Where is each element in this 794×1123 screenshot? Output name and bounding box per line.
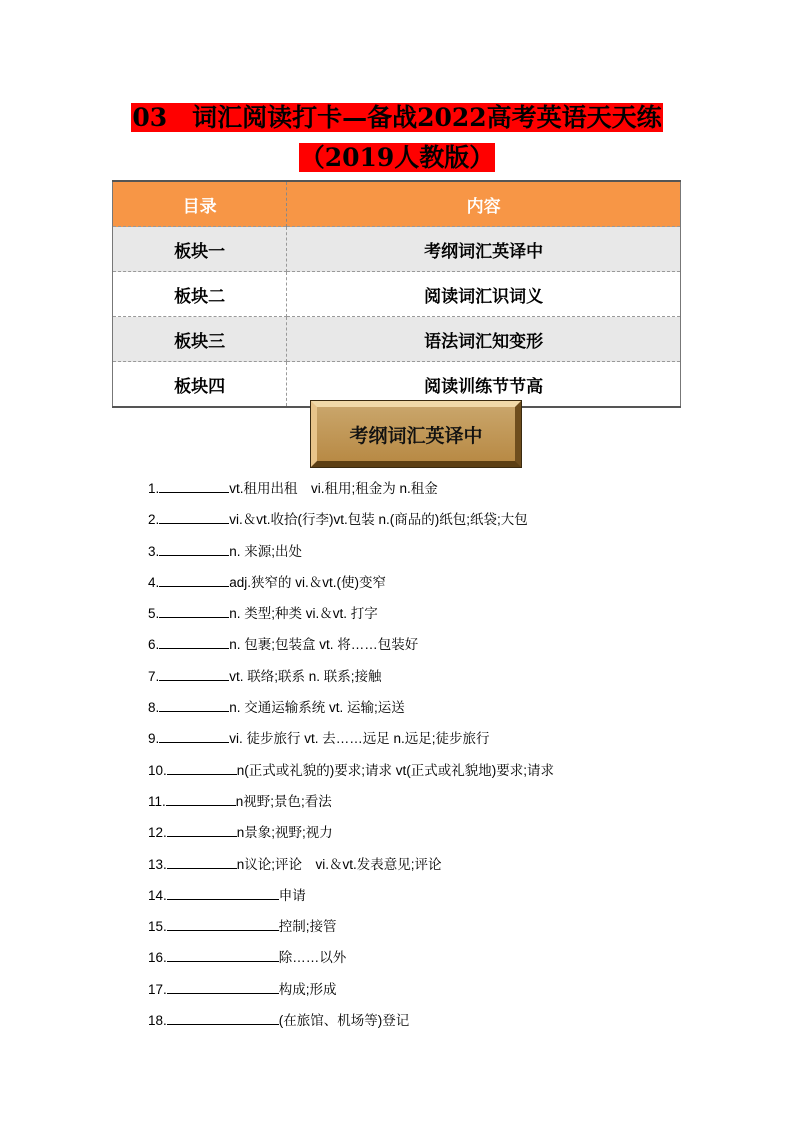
answer-blank[interactable] <box>159 634 229 649</box>
list-item <box>148 473 708 504</box>
answer-blank[interactable] <box>167 854 237 869</box>
list-item <box>148 942 708 973</box>
item-number: 8. <box>148 700 160 716</box>
item-definition: vi.＆vt.收拾(行李)vt.包装 n.(商品的)纸包;纸袋;大包 <box>229 512 528 528</box>
section-label: 板块三 <box>113 317 287 362</box>
answer-blank[interactable] <box>159 478 229 493</box>
section-heading-badge: 考纲词汇英译中 <box>311 401 521 467</box>
item-number: 12. <box>148 825 167 841</box>
item-number: 6. <box>148 637 160 653</box>
item-number: 5. <box>148 606 160 622</box>
section-label: 板块一 <box>113 227 287 272</box>
list-item <box>148 598 708 629</box>
list-item <box>148 880 708 911</box>
list-item <box>148 817 708 848</box>
item-number: 18. <box>148 1013 167 1029</box>
answer-blank[interactable] <box>159 509 229 524</box>
answer-blank[interactable] <box>159 666 229 681</box>
item-number: 2. <box>148 512 160 528</box>
answer-blank[interactable] <box>167 822 237 837</box>
list-item <box>148 504 708 535</box>
item-definition: n. 来源;出处 <box>229 543 303 559</box>
list-item <box>148 723 708 754</box>
column-header-directory: 目录 <box>113 181 287 227</box>
item-number: 7. <box>148 668 160 684</box>
answer-blank[interactable] <box>167 979 279 994</box>
item-number: 13. <box>148 856 167 872</box>
answer-blank[interactable] <box>167 1010 279 1025</box>
answer-blank[interactable] <box>167 885 279 900</box>
vocabulary-list <box>148 473 708 1036</box>
answer-blank[interactable] <box>159 697 229 712</box>
column-header-content: 内容 <box>287 181 681 227</box>
list-item <box>148 536 708 567</box>
answer-blank[interactable] <box>159 603 229 618</box>
page-title <box>0 103 794 133</box>
list-item <box>148 786 708 817</box>
contents-row <box>113 227 681 272</box>
page-title-line-2: （2019人教版） <box>299 143 495 172</box>
item-definition: n(正式或礼貌的)要求;请求 vt(正式或礼貌地)要求;请求 <box>236 762 555 778</box>
list-item <box>148 755 708 786</box>
page-subtitle <box>0 143 794 173</box>
item-definition: 控制;接管 <box>278 919 337 935</box>
answer-blank[interactable] <box>159 728 229 743</box>
item-number: 11. <box>148 793 166 809</box>
item-definition: (在旅馆、机场等)登记 <box>278 1013 410 1029</box>
item-definition: vt. 联络;联系 n. 联系;接触 <box>229 668 382 684</box>
section-content: 语法词汇知变形 <box>287 317 681 362</box>
item-number: 4. <box>148 574 160 590</box>
item-definition: n. 包裹;包装盒 vt. 将……包装好 <box>229 637 419 653</box>
answer-blank[interactable] <box>159 572 229 587</box>
list-item <box>148 567 708 598</box>
item-number: 1. <box>148 481 160 496</box>
item-definition: 申请 <box>278 887 306 903</box>
item-definition: n. 交通运输系统 vt. 运输;运送 <box>229 700 405 716</box>
answer-blank[interactable] <box>159 541 229 556</box>
answer-blank[interactable] <box>166 791 236 806</box>
list-item <box>148 849 708 880</box>
item-definition: vi. 徒步旅行 vt. 去……远足 n.远足;徒步旅行 <box>229 731 490 747</box>
answer-blank[interactable] <box>167 760 237 775</box>
item-number: 14. <box>148 887 167 903</box>
item-definition: 构成;形成 <box>278 981 337 997</box>
answer-blank[interactable] <box>167 947 279 962</box>
list-item <box>148 911 708 942</box>
section-content: 阅读词汇识词义 <box>287 272 681 317</box>
contents-header-row <box>113 181 681 227</box>
item-definition: adj.狭窄的 vi.＆vt.(使)变窄 <box>229 574 387 590</box>
section-label: 板块二 <box>113 272 287 317</box>
contents-table <box>112 180 681 408</box>
page-title-line-1: 03 词汇阅读打卡—备战2022高考英语天天练 <box>132 103 662 132</box>
item-number: 10. <box>148 762 167 778</box>
item-definition: 除……以外 <box>278 950 347 966</box>
contents-row <box>113 272 681 317</box>
list-item <box>148 974 708 1005</box>
section-content: 阅读训练节节高 <box>287 362 681 408</box>
section-label: 板块四 <box>113 362 287 408</box>
item-number: 3. <box>148 543 160 559</box>
list-item <box>148 1005 708 1036</box>
contents-row <box>113 317 681 362</box>
section-content: 考纲词汇英译中 <box>287 227 681 272</box>
item-number: 17. <box>148 981 167 997</box>
item-definition: vt.租用出租 vi.租用;租金为 n.租金 <box>229 481 438 496</box>
list-item <box>148 661 708 692</box>
item-number: 9. <box>148 731 160 747</box>
item-number: 16. <box>148 950 167 966</box>
item-definition: n视野;景色;看法 <box>235 793 332 809</box>
item-definition: n景象;视野;视力 <box>236 825 333 841</box>
answer-blank[interactable] <box>167 916 279 931</box>
item-number: 15. <box>148 919 167 935</box>
list-item <box>148 629 708 660</box>
item-definition: n议论;评论 vi.＆vt.发表意见;评论 <box>236 856 442 872</box>
item-definition: n. 类型;种类 vi.＆vt. 打字 <box>229 606 378 622</box>
list-item <box>148 692 708 723</box>
